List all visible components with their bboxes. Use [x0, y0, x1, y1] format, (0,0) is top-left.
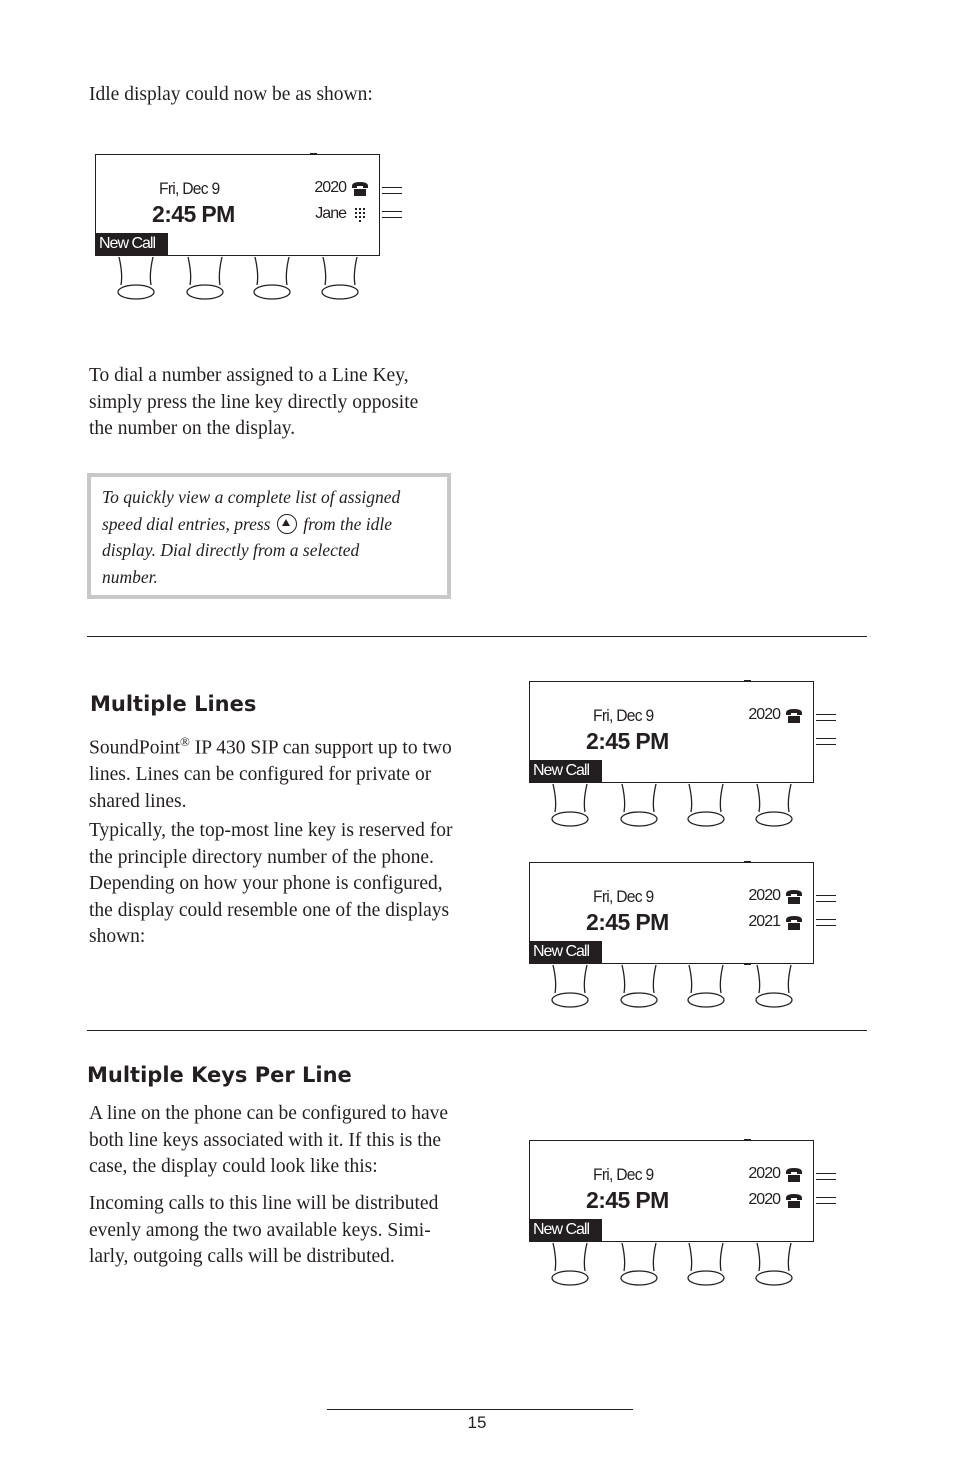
line2-label: Jane [315, 205, 346, 222]
display-screen [529, 681, 814, 783]
line2-label: 2020 [748, 1191, 780, 1208]
speed-dial-icon [352, 208, 368, 222]
line-key-1[interactable] [816, 895, 836, 902]
display-time: 2:45 PM [586, 1187, 669, 1213]
soft-key-1[interactable] [552, 965, 588, 1007]
soft-key-1[interactable] [118, 257, 154, 299]
new-call-softkey-label: New Call [530, 941, 602, 963]
dial-instructions: To dial a number assigned to a Line Key, simply press the line key directly opposite the number on the display. [89, 365, 419, 439]
phone-icon [786, 916, 802, 930]
soft-key-4[interactable] [756, 1243, 792, 1285]
soft-keys [95, 254, 380, 304]
display-time: 2:45 PM [586, 909, 669, 935]
tip-callout: To quickly view a complete list of assigned speed dial entries, press from the idle display. Dial directly from a selected number. [87, 473, 451, 599]
phone-display-one-line [529, 681, 839, 831]
soft-keys [529, 962, 814, 1012]
section-divider [87, 636, 867, 637]
soft-key-3[interactable] [688, 1243, 724, 1285]
line-key-1[interactable] [382, 187, 402, 194]
section-heading-multiple-keys: Multiple Keys Per Line [87, 1063, 352, 1087]
multiple-keys-paragraph-1: A line on the phone can be configured to have both line keys associated with it. If this is the case, the display could look like this: [89, 1103, 449, 1177]
phone-display-idle [95, 154, 405, 304]
soft-key-2[interactable] [621, 784, 657, 826]
phone-icon [786, 709, 802, 723]
multiple-lines-paragraph-1: SoundPoint® IP 430 SIP can support up to two lines. Lines can be configured for private or shared lines. [89, 734, 452, 812]
line-key-1[interactable] [816, 1173, 836, 1180]
line1-label: 2020 [314, 179, 346, 196]
soft-key-4[interactable] [756, 965, 792, 1007]
display-screen [529, 862, 814, 964]
display-time: 2:45 PM [152, 201, 235, 227]
display-date: Fri, Dec 9 [593, 1165, 654, 1184]
up-arrow-icon [277, 514, 297, 534]
soft-keys [529, 1240, 814, 1290]
line-key-2[interactable] [816, 919, 836, 926]
section-heading-multiple-lines: Multiple Lines [90, 692, 257, 716]
line-key-1[interactable] [816, 714, 836, 721]
footer-rule [327, 1409, 633, 1410]
display-screen [95, 154, 380, 256]
soft-key-1[interactable] [552, 784, 588, 826]
phone-icon [786, 1168, 802, 1182]
page-number: 15 [467, 1413, 487, 1432]
soft-key-2[interactable] [621, 1243, 657, 1285]
soft-key-2[interactable] [621, 965, 657, 1007]
line1-label: 2020 [748, 1165, 780, 1182]
display-date: Fri, Dec 9 [593, 706, 654, 725]
line1-label: 2020 [748, 887, 780, 904]
line2-label: 2021 [748, 913, 780, 930]
multiple-keys-paragraph-2: Incoming calls to this line will be distributed evenly among the two available keys. Simi- larly, outgoing calls will be distributed. [89, 1193, 439, 1267]
line1-label: 2020 [748, 706, 780, 723]
soft-key-4[interactable] [322, 257, 358, 299]
new-call-softkey-label: New Call [530, 1219, 602, 1241]
soft-key-3[interactable] [688, 965, 724, 1007]
soft-key-1[interactable] [552, 1243, 588, 1285]
line-key-2[interactable] [816, 1197, 836, 1204]
intro-text: Idle display could now be as shown: [89, 84, 373, 105]
soft-key-3[interactable] [688, 784, 724, 826]
display-screen [529, 1140, 814, 1242]
new-call-softkey-label: New Call [96, 233, 168, 255]
phone-icon [786, 890, 802, 904]
soft-key-3[interactable] [254, 257, 290, 299]
display-date: Fri, Dec 9 [159, 179, 220, 198]
display-date: Fri, Dec 9 [593, 887, 654, 906]
soft-key-2[interactable] [187, 257, 223, 299]
line-key-2[interactable] [816, 738, 836, 745]
line-key-2[interactable] [382, 211, 402, 218]
phone-display-two-lines [529, 862, 839, 1012]
soft-key-4[interactable] [756, 784, 792, 826]
display-time: 2:45 PM [586, 728, 669, 754]
new-call-softkey-label: New Call [530, 760, 602, 782]
phone-icon [786, 1194, 802, 1208]
phone-icon [352, 182, 368, 196]
phone-display-shared-line [529, 1140, 839, 1290]
section-divider [87, 1030, 867, 1031]
soft-keys [529, 781, 814, 831]
multiple-lines-paragraph-2: Typically, the top-most line key is reserved for the principle directory number of the phone. Depending on how your phone is configured, the display could resemble one of the displays shown: [89, 820, 453, 947]
